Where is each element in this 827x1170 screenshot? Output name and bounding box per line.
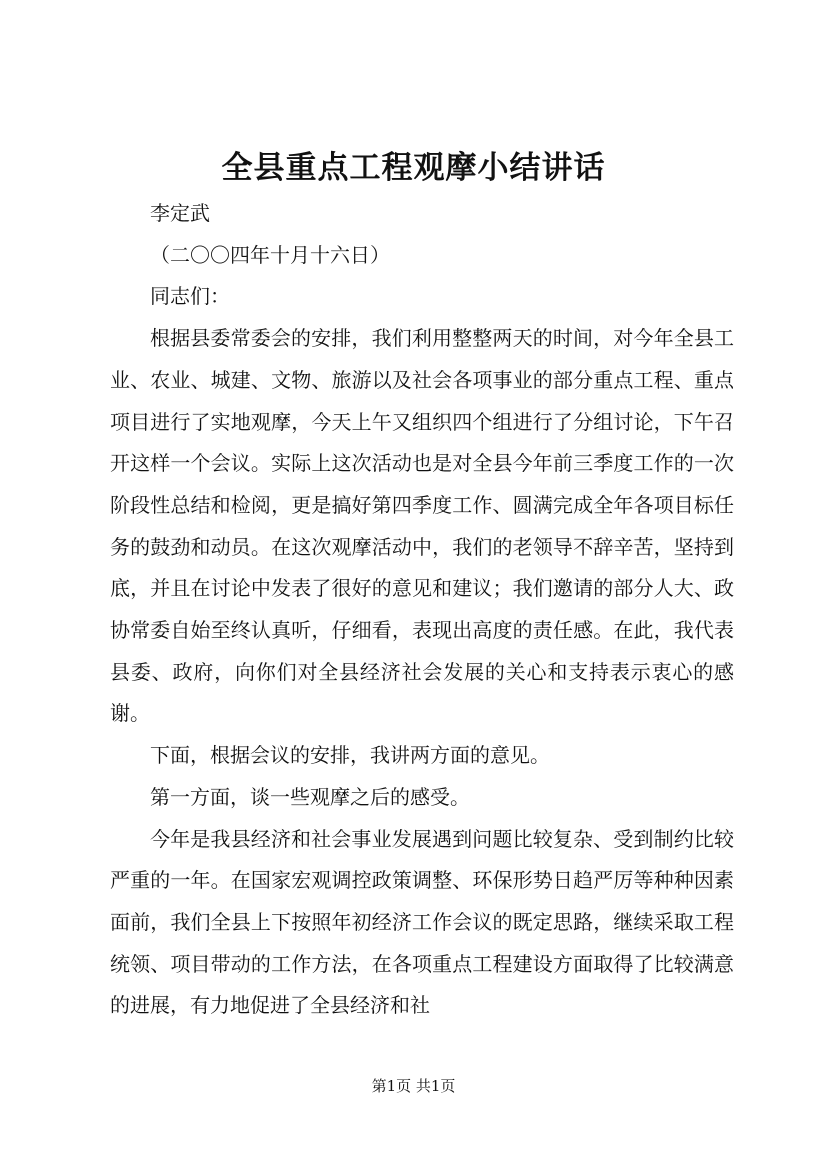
greeting-line: 同志们：	[150, 284, 230, 309]
paragraph-4: 今年是我县经济和社会事业发展遇到问题比较复杂、受到制约比较严重的一年。在国家宏观调控政策调整、环保形势日趋严厉等种种因素面前，我们全县上下按照年初经济工作会议的既定思路，继续采取工程统领、项目带动的工作方法，在各项重点工程建设方面取得了比较满意的进展，有力地促进了全县经济和社	[110, 826, 734, 1018]
document-body	[110, 193, 734, 1027]
page-footer: 第1页 共1页	[371, 1077, 456, 1095]
author-line: 李定武	[150, 201, 210, 225]
date-line: （二〇〇四年十月十六日）	[150, 242, 390, 267]
document-title: 全县重点工程观摩小结讲话	[221, 150, 606, 186]
paragraph-3: 第一方面，谈一些观摩之后的感受。	[150, 784, 470, 809]
paragraph-2: 下面，根据会议的安排，我讲两方面的意见。	[150, 743, 550, 768]
paragraph-1: 根据县委常委会的安排，我们利用整整两天的时间，对今年全县工业、农业、城建、文物、旅游以及社会各项事业的部分重点工程、重点项目进行了实地观摩，今天上午又组织四个组进行了分组讨论，下午召开这样一个会议。实际上这次活动也是对全县今年前三季度工作的一次阶段性总结和检阅，更是搞好第四季度工作、圆满完成全年各项目标任务的鼓劲和动员。在这次观摩活动中，我们的老领导不辞辛苦，坚持到底，并且在讨论中发表了很好的意见和建议；我们邀请的部分人大、政协常委自始至终认真听，仔细看，表现出高度的责任感。在此，我代表县委、政府，向你们对全县经济社会发展的关心和支持表示衷心的感谢。	[110, 326, 734, 726]
